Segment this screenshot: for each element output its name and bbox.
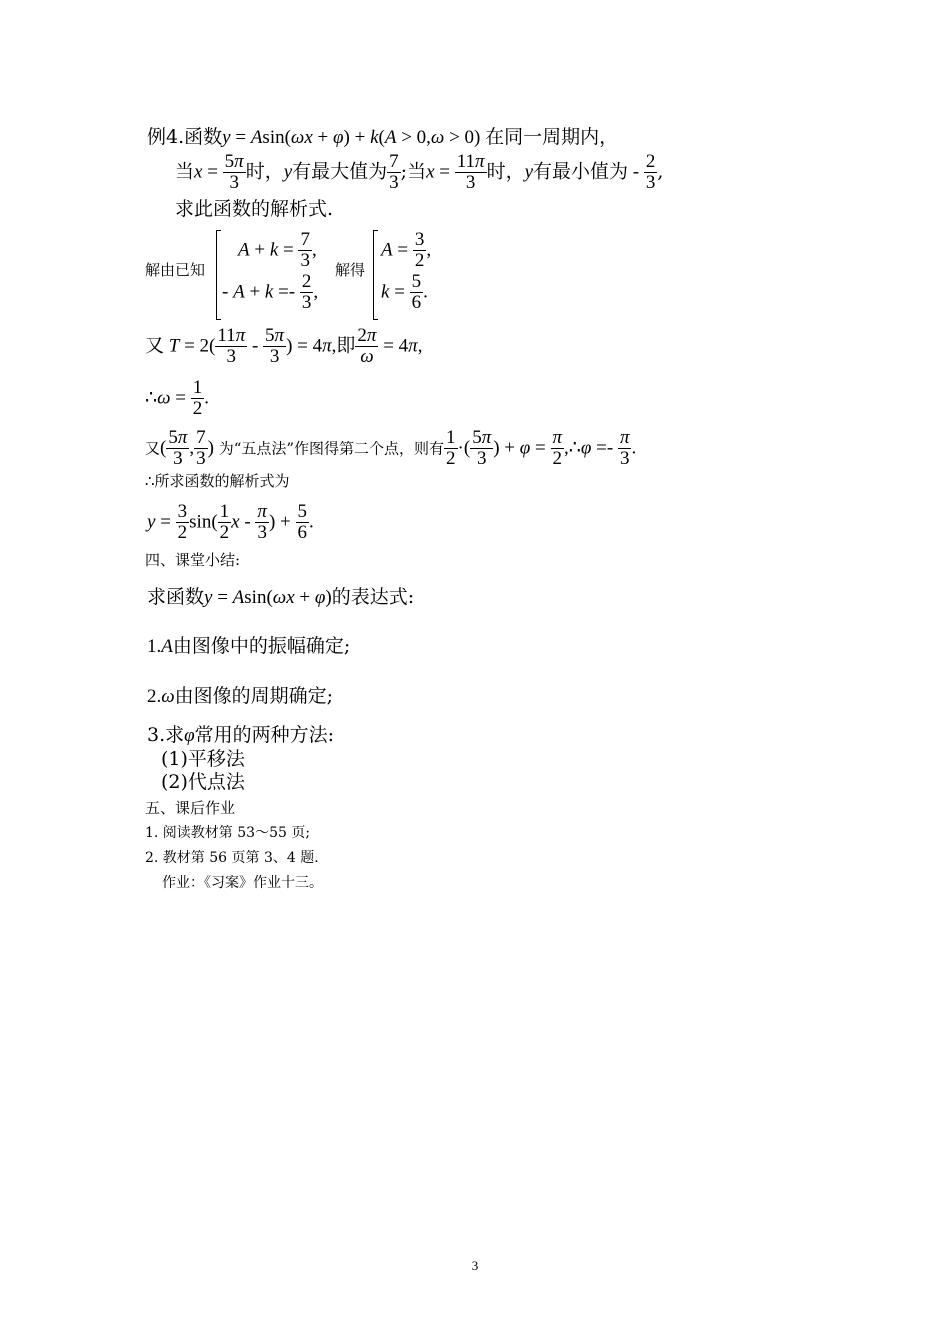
omega-line: ∴ω = $\frac{1}{2}$ . bbox=[145, 377, 209, 419]
homework-item-2: 2. 教材第 56 页第 3、4 题. bbox=[145, 850, 319, 866]
homework-heading: 五、课后作业 bbox=[145, 799, 236, 817]
solved-label: 解得 bbox=[335, 261, 366, 279]
example-label: 例4. bbox=[147, 126, 185, 148]
system-eq-1: A + k = $\frac{7}{3}$ , bbox=[238, 229, 317, 271]
system-brace-right bbox=[373, 230, 378, 320]
solved-eq-1: A = $\frac{3}{2}$ , bbox=[381, 229, 432, 271]
summary-item-3: 3.求φ常用的两种方法: bbox=[147, 724, 335, 746]
result-formula: y = $\frac{3}{2}$ sin( $\frac{1}{2}$ x - $\frac{\pi}{3}$ ) + $\frac{5}{6}$ . bbox=[147, 501, 314, 543]
example-line-3: 求此函数的解析式. bbox=[175, 198, 334, 220]
page-number: 3 bbox=[471, 1258, 479, 1273]
example-line-2: 当x = $\frac{5\pi}{3}$ 时，y有最大值为 $\frac{7}{3}$ ;当x = $\frac{11\pi}{3}$ 时，y有最小值为 - $\frac{2}{3}$ , bbox=[175, 151, 664, 193]
five-point-line: 又( $\frac{5\pi}{3}$ , $\frac{7}{3}$ ) 为“五点法”作图得第二个点，则有 $\frac{1}{2}$ ·( $\frac{5\pi}{3}$ ) + φ = $\frac{\pi}{2}$ ,∴φ =- $\frac{\pi}{3}$ . bbox=[145, 427, 637, 469]
homework-note: 作业：《习案》作业十三。 bbox=[162, 875, 323, 891]
summary-item-1: 1.A由图像中的振幅确定; bbox=[147, 635, 351, 657]
summary-title: 求函数y = Asin(ωx + φ)的表达式: bbox=[147, 586, 415, 608]
summary-heading: 四、课堂小结: bbox=[145, 551, 241, 569]
method-2: (2)代点法 bbox=[161, 771, 245, 793]
system-eq-2: - A + k =- $\frac{2}{3}$ , bbox=[222, 271, 319, 313]
summary-item-2: 2.ω由图像的周期确定; bbox=[147, 685, 334, 707]
example-line-1: 例4.函数y = Asin(ωx + φ) + k(A > 0,ω > 0) 在同一周期内， bbox=[147, 126, 619, 148]
solved-eq-2: k = $\frac{5}{6}$ . bbox=[381, 271, 428, 313]
homework-item-1: 1. 阅读教材第 53～55 页; bbox=[145, 825, 311, 841]
period-line: 又 T = 2( $\frac{11\pi}{3}$ - $\frac{5\pi}{3}$ ) = 4π,即 $\frac{2\pi}{\omega}$ = 4π, bbox=[145, 325, 423, 367]
known-label: 解由已知 bbox=[145, 261, 206, 279]
method-1: (1)平移法 bbox=[161, 748, 245, 770]
system-brace-left bbox=[216, 230, 221, 320]
result-intro: ∴所求函数的解析式为 bbox=[145, 472, 290, 490]
formula: y bbox=[222, 127, 231, 148]
